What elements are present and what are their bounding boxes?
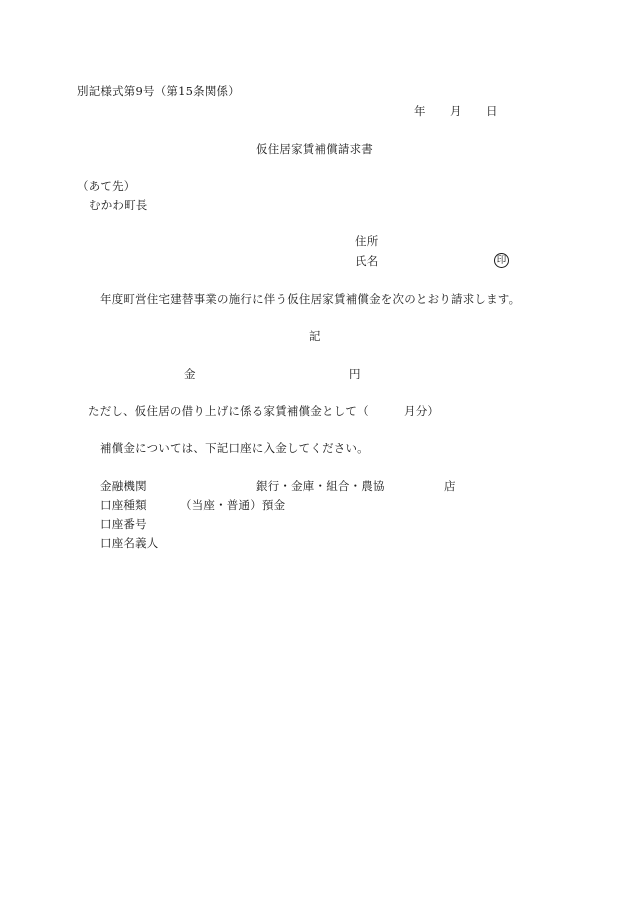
account-holder-label: 口座名義人 <box>100 536 159 550</box>
bank-institution-types: 銀行・金庫・組合・農協 <box>256 479 385 493</box>
ki-heading: 記 <box>309 329 321 343</box>
date-day-label: 日 <box>486 104 498 118</box>
date-year-label: 年 <box>414 104 426 118</box>
seal-mark-icon: 印 <box>494 253 509 268</box>
account-number-label: 口座番号 <box>100 517 147 531</box>
proviso-text: ただし、仮住居の借り上げに係る家賃補償金として（ <box>88 404 369 418</box>
form-number: 別記様式第9号（第15条関係） <box>77 84 240 98</box>
deposit-note: 補償金については、下記口座に入金してください。 <box>100 441 369 455</box>
date-month-label: 月 <box>450 104 462 118</box>
amount-suffix: 円 <box>349 367 361 381</box>
account-type-label: 口座種類 <box>100 498 147 512</box>
amount-prefix: 金 <box>184 367 196 381</box>
account-type-options: （当座・普通）預金 <box>180 498 286 512</box>
applicant-name-label: 氏名 <box>355 254 379 268</box>
applicant-address-label: 住所 <box>355 234 379 248</box>
addressee-label: （あて先） <box>77 179 136 193</box>
proviso-month-suffix: 月分） <box>404 404 440 418</box>
document-title: 仮住居家賃補償請求書 <box>256 142 373 156</box>
request-body-text: 年度町営住宅建替事業の施行に伴う仮住居家賃補償金を次のとおり請求します。 <box>100 292 521 306</box>
bank-institution-label: 金融機関 <box>100 479 147 493</box>
bank-branch-suffix: 店 <box>444 479 456 493</box>
addressee-name: むかわ町長 <box>89 198 148 212</box>
